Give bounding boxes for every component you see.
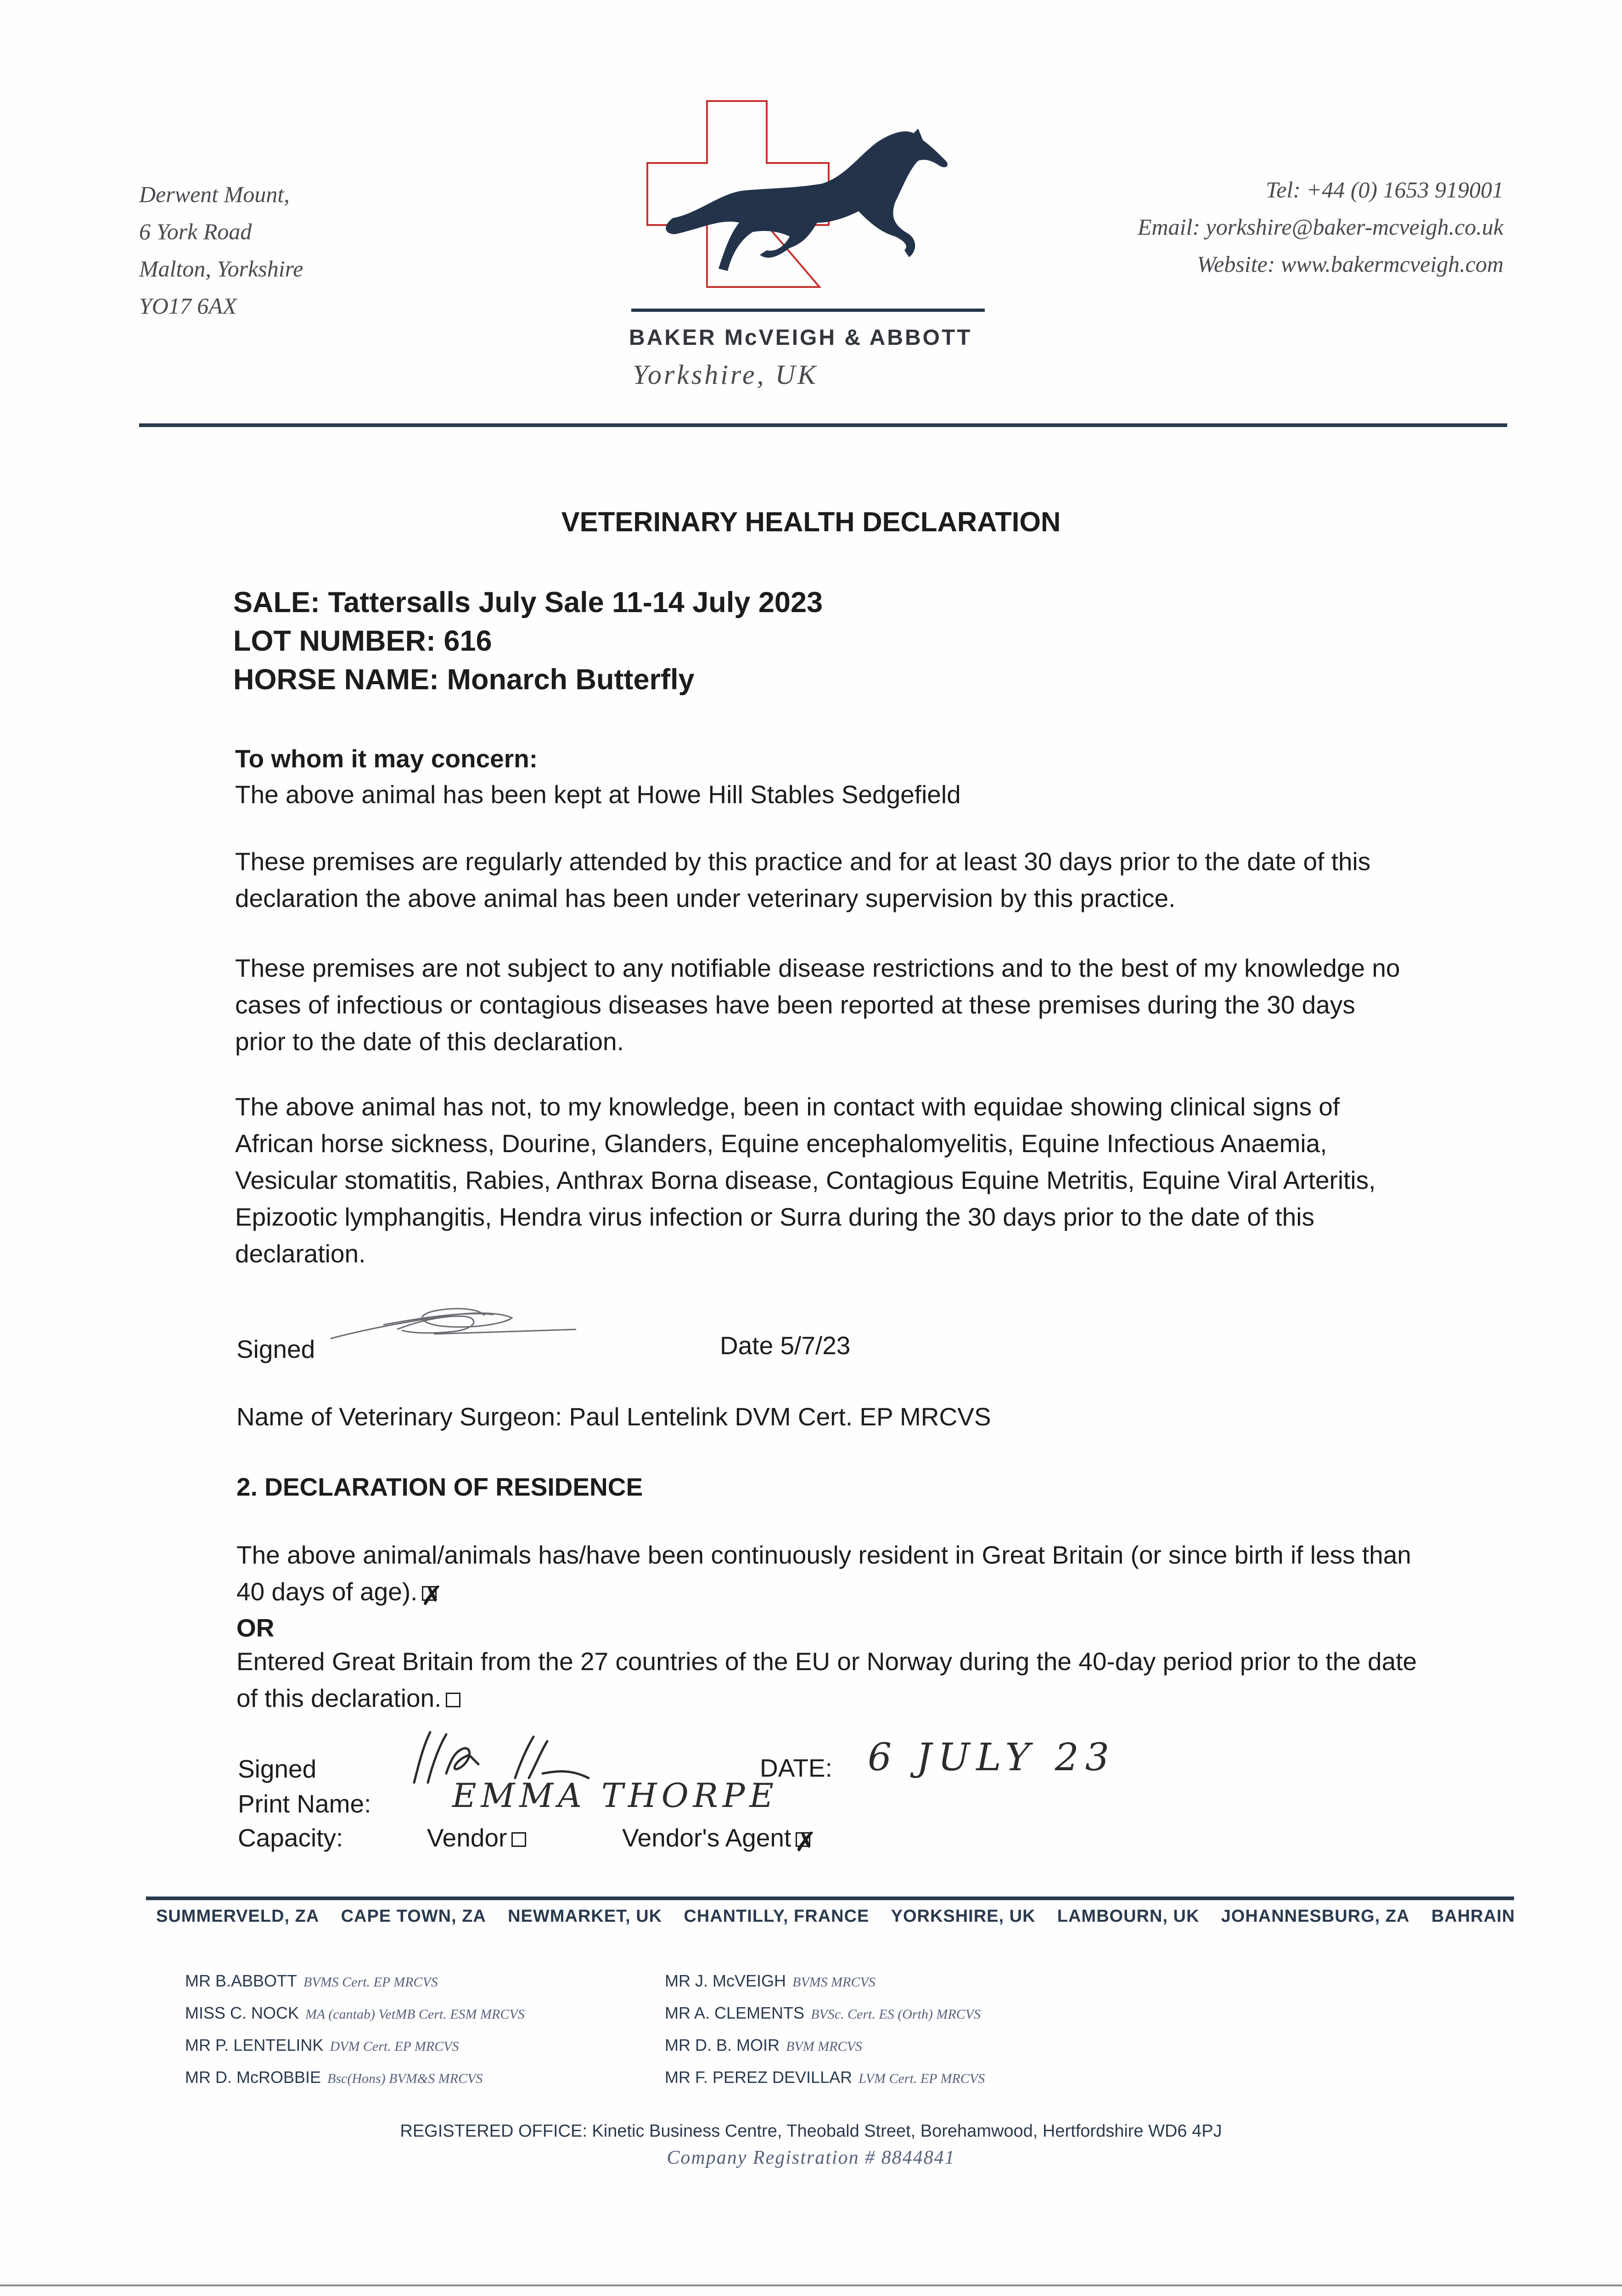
office-locations (156, 1907, 1515, 1926)
staff-entry (185, 1998, 525, 2030)
staff-quals: BVMS MRCVS (792, 1975, 876, 1990)
contact-email[interactable]: Email: yorkshire@baker-mcveigh.co.uk (1137, 214, 1504, 240)
company-registration: Company Registration # 8844841 (667, 2147, 955, 2168)
staff-quals: LVM Cert. EP MRCVS (859, 2071, 985, 2086)
residence-or-label: OR (236, 1614, 275, 1642)
contact-website[interactable]: Website: www.bakermcveigh.com (1197, 251, 1504, 277)
practice-address (139, 176, 303, 325)
office-item: YORKSHIRE, UK (891, 1907, 1036, 1926)
residence-option-gb-text: The above animal/animals has/have been continuously resident in Great Britain (or since birth if less than 40 days of age). (236, 1541, 1411, 1606)
staff-quals: BVSc. Cert. ES (Orth) MRCVS (811, 2007, 981, 2022)
vet-signed-date: Date 5/7/23 (720, 1331, 851, 1360)
staff-quals: BVM MRCVS (786, 2039, 862, 2054)
address-line: Malton, Yorkshire (139, 256, 303, 281)
office-item: CAPE TOWN, ZA (341, 1907, 486, 1926)
staff-entry (185, 1965, 525, 1998)
lot-line: LOT NUMBER: 616 (233, 625, 492, 657)
residence-option-eu-text: Entered Great Britain from the 27 countries of the EU or Norway during the 40-day period prior to the date of this declaration. (236, 1647, 1417, 1712)
registered-office: REGISTERED OFFICE: Kinetic Business Centre, Theobald Street, Borehamwood, Hertfordshire WD6 4PJ (400, 2122, 1222, 2141)
staff-list-left (185, 1965, 525, 2094)
staff-quals: Bsc(Hons) BVM&S MRCVS (327, 2071, 483, 2086)
capacity-vendor-agent-text: Vendor's Agent (622, 1823, 791, 1852)
staff-name: MR P. LENTELINK (185, 2036, 324, 2054)
office-item: SUMMERVELD, ZA (156, 1907, 320, 1926)
residence-option-gb-checkbox[interactable] (422, 1586, 437, 1601)
staff-name: MISS C. NOCK (185, 2003, 299, 2022)
sale-info (233, 583, 823, 699)
paragraph-diseases: The above animal has not, to my knowledge, been in contact with equidae showing clinical signs of African horse sickness, Dourine, Glanders, Equine encephalomyelitis, Equine Infectious Anaemia, Vesicular stomatitis, Rabies, Anthrax Borna disease, Contagious Equine Metritis, Equine Viral Arteritis, Epizootic lymphangitis, Hendra virus infection or Surra during the 30 days prior to the date of this declaration. (235, 1092, 1376, 1268)
document-title: VETERINARY HEALTH DECLARATION (561, 506, 1061, 537)
residence-option-eu (236, 1643, 1439, 1716)
staff-entry (185, 2030, 525, 2062)
vendor-date-label: DATE: (760, 1754, 832, 1782)
staff-entry (665, 2062, 985, 2094)
staff-entry (665, 1998, 985, 2030)
staff-name: MR F. PEREZ DEVILLAR (665, 2068, 853, 2087)
residence-heading: 2. DECLARATION OF RESIDENCE (236, 1473, 643, 1501)
capacity-vendor (427, 1819, 526, 1856)
salutation: To whom it may concern: (235, 744, 538, 773)
contact-phone: Tel: +44 (0) 1653 919001 (1266, 177, 1504, 203)
sale-line: SALE: Tattersalls July Sale 11-14 July 2023 (233, 586, 823, 619)
staff-name: MR B.ABBOTT (185, 1971, 297, 1990)
residence-option-eu-checkbox[interactable] (446, 1693, 460, 1707)
vet-signed-label: Signed (236, 1335, 315, 1363)
office-item: CHANTILLY, FRANCE (684, 1907, 870, 1926)
address-line: 6 York Road (139, 219, 252, 244)
staff-list-right (665, 1965, 985, 2094)
capacity-vendor-text: Vendor (427, 1823, 507, 1852)
firm-region: Yorkshire, UK (633, 360, 818, 390)
capacity-vendor-agent (622, 1819, 810, 1856)
vet-signature-icon (328, 1297, 576, 1348)
office-item: LAMBOURN, UK (1057, 1907, 1200, 1926)
staff-entry (665, 1965, 985, 1998)
vendor-signed-label: Signed (238, 1755, 317, 1783)
office-item: NEWMARKET, UK (508, 1907, 662, 1926)
staff-name: MR D. McROBBIE (185, 2068, 321, 2087)
practice-contact (1138, 171, 1504, 283)
staff-entry (185, 2062, 525, 2094)
print-name-label: Print Name: (238, 1790, 371, 1818)
office-item: BAHRAIN (1431, 1907, 1515, 1926)
staff-name: MR D. B. MOIR (665, 2036, 780, 2054)
capacity-vendor-checkbox[interactable] (511, 1832, 526, 1847)
horse-cross-logo-icon (629, 96, 987, 317)
staff-name: MR J. McVEIGH (665, 1971, 786, 1990)
staff-quals: DVM Cert. EP MRCVS (330, 2039, 459, 2054)
footer-divider (146, 1896, 1514, 1900)
firm-name: BAKER McVEIGH & ABBOTT (629, 326, 972, 350)
vendor-date-handwritten: 6 JULY 23 (868, 1736, 1116, 1779)
paragraph-supervision: These premises are regularly attended by this practice and for at least 30 days prior to the date of this declaration the above animal has been under veterinary supervision by this practice. (235, 847, 1371, 912)
paragraph-restrictions: These premises are not subject to any notifiable disease restrictions and to the best of my knowledge no cases of infectious or contagious diseases have been reported at these premises during the 30 days prior to the date of this declaration. (235, 954, 1400, 1056)
scan-edge (0, 2285, 1622, 2286)
capacity-label: Capacity: (238, 1823, 343, 1852)
staff-quals: BVMS Cert. EP MRCVS (303, 1975, 438, 1990)
address-line: YO17 6AX (139, 293, 237, 319)
staff-quals: MA (cantab) VetMB Cert. ESM MRCVS (305, 2007, 525, 2022)
office-item: JOHANNESBURG, ZA (1221, 1907, 1410, 1926)
capacity-vendor-agent-checkbox[interactable] (796, 1832, 810, 1847)
header-divider (139, 423, 1507, 427)
print-name-handwritten: EMMA THORPE (452, 1776, 778, 1815)
horse-line: HORSE NAME: Monarch Butterfly (233, 664, 695, 696)
staff-entry (665, 2030, 985, 2062)
address-line: Derwent Mount, (139, 181, 290, 207)
vet-surgeon-name: Name of Veterinary Surgeon: Paul Lentelink DVM Cert. EP MRCVS (236, 1402, 991, 1431)
residence-option-gb (236, 1536, 1439, 1610)
kept-at-line: The above animal has been kept at Howe Hill Stables Sedgefield (235, 780, 961, 809)
staff-name: MR A. CLEMENTS (665, 2003, 805, 2022)
